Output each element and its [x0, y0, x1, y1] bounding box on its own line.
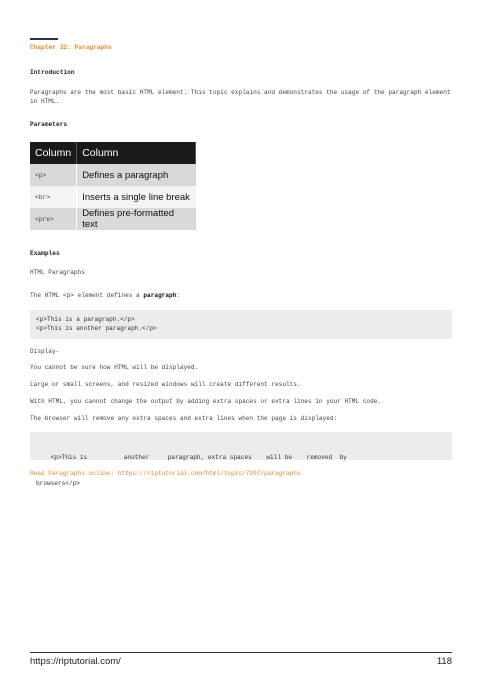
- table-header-1: Column: [30, 142, 77, 164]
- table-row: [30, 164, 196, 186]
- display-line: With HTML, you cannot change the output by adding extra spaces or extra lines in your HTML code.: [30, 398, 382, 405]
- table-cell-desc: Inserts a single line break: [77, 186, 196, 208]
- chapter-rule: [30, 38, 58, 40]
- table-row: [30, 208, 196, 230]
- intro-bold: paragraph: [143, 292, 177, 299]
- table-cell-tag: <br>: [30, 186, 77, 208]
- table-row: [30, 186, 196, 208]
- examples-heading: Examples: [30, 250, 60, 257]
- examples-intro: [30, 292, 455, 301]
- intro-suffix: :: [176, 292, 180, 299]
- code-block-1: [30, 310, 452, 339]
- table-cell-desc: Defines a paragraph: [77, 164, 196, 186]
- footer-divider: [30, 652, 452, 653]
- code-line: <p>This is another paragraph.</p>: [36, 324, 157, 332]
- chapter-title: Chapter 32: Paragraphs: [30, 44, 112, 51]
- code-line: <p>This is a paragraph.</p>: [36, 316, 135, 323]
- display-label: Display-: [30, 348, 60, 355]
- code-line: browsers</p>: [36, 479, 80, 487]
- parameters-table: [30, 142, 196, 230]
- table-header-2: Column: [77, 142, 196, 164]
- read-online-link[interactable]: https://riptutorial.com/html/topic/7997/paragraphs: [117, 470, 301, 477]
- introduction-heading: Introduction: [30, 69, 75, 76]
- table-cell-tag: <p>: [30, 164, 77, 186]
- examples-subheading: HTML Paragraphs: [30, 269, 85, 276]
- introduction-text: Paragraphs are the most basic HTML element. This topic explains and demonstrates the usage of the paragraph element in HTML.: [30, 89, 451, 105]
- table-cell-desc: Defines pre-formatted text: [77, 208, 196, 230]
- display-line: You cannot be sure how HTML will be displayed.: [30, 364, 199, 371]
- page-number: 118: [436, 656, 452, 667]
- display-line: The browser will remove any extra spaces and extra lines when the page is displayed:: [30, 415, 338, 422]
- parameters-heading: Parameters: [30, 121, 68, 128]
- code-line: <p>This is another paragraph, extra spaces will be removed by: [36, 454, 347, 462]
- read-online-label: Read Paragraphs online:: [30, 470, 115, 477]
- intro-prefix: The HTML <p> element defines a: [30, 292, 144, 299]
- table-cell-tag: <pre>: [30, 208, 77, 230]
- read-online: [30, 470, 301, 477]
- footer-url[interactable]: https://riptutorial.com/: [30, 656, 121, 667]
- display-line: Large or small screens, and resized windows will create different results.: [30, 381, 301, 388]
